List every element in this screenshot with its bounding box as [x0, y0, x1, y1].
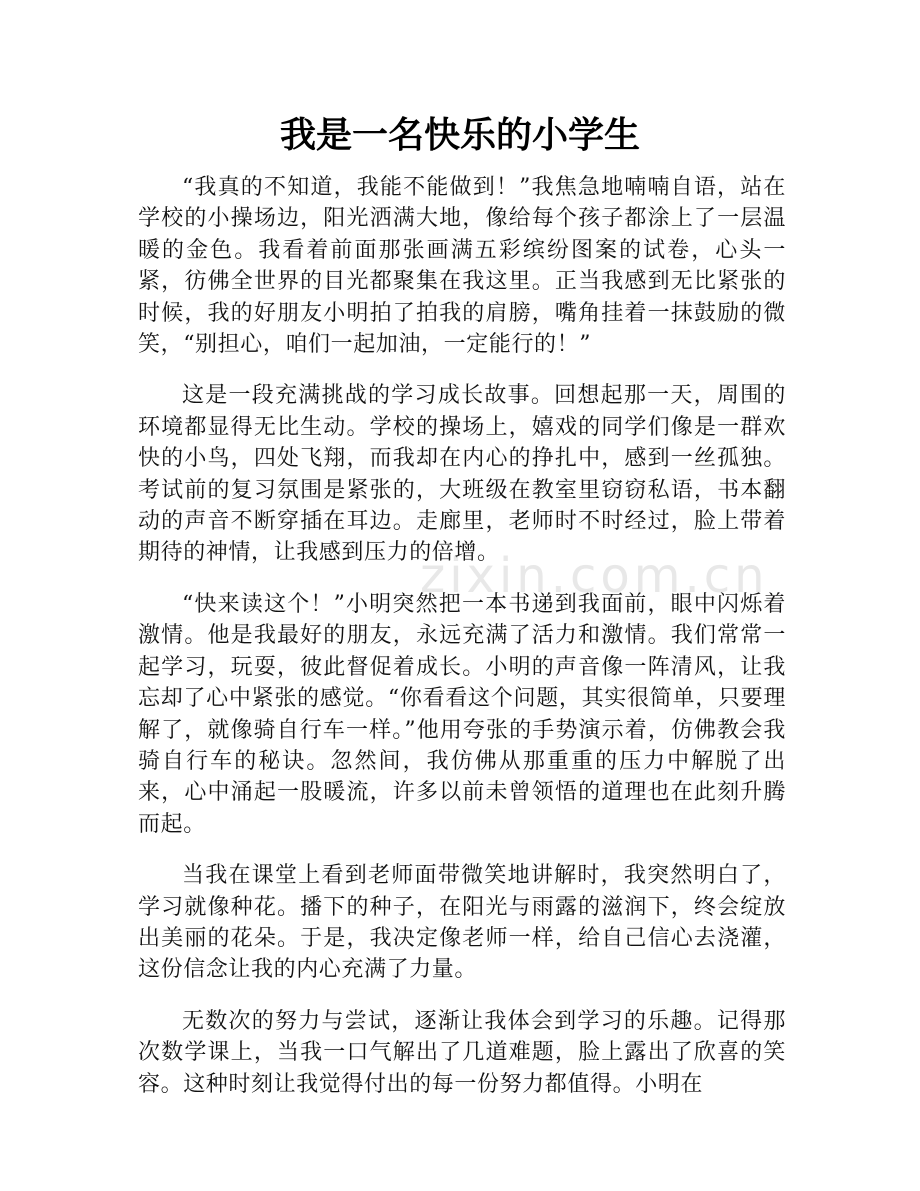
- watermark: zixin.com.cn: [420, 548, 769, 604]
- document-title: 我是一名快乐的小学生: [279, 115, 640, 156]
- document-body: [138, 172, 786, 1120]
- paragraph-3: “快来读这个！”小明突然把一本书递到我面前，眼中闪烁着激情。他是我最好的朋友，永远充满了活力和激情。我们常常一起学习，玩耍，彼此督促着成长。小明的声音像一阵清风，让我忘却了心中紧张的感觉。“你看看这个问题，其实很简单，只要理解了，就像骑自行车一样。”他用夸张的手势演示着，仿佛教会我骑自行车的秘诀。忽然间，我仿佛从那重重的压力中解脱了出来，心中涌起一股暖流，许多以前未曾领悟的道理也在此刻升腾而起。: [138, 591, 786, 837]
- paragraph-4: 当我在课堂上看到老师面带微笑地讲解时，我突然明白了，学习就像种花。播下的种子，在阳光与雨露的滋润下，终会绽放出美丽的花朵。于是，我决定像老师一样，给自己信心去浇灌，这份信念让我的内心充满了力量。: [138, 863, 786, 983]
- paragraph-5: 无数次的努力与尝试，逐渐让我体会到学习的乐趣。记得那次数学课上，当我一口气解出了几道难题，脸上露出了欣喜的笑容。这种时刻让我觉得付出的每一份努力都值得。小明在: [138, 1008, 786, 1097]
- paragraph-2: 这是一段充满挑战的学习成长故事。回想起那一天，周围的环境都显得无比生动。学校的操场上，嬉戏的同学们像是一群欢快的小鸟，四处飞翔，而我却在内心的挣扎中，感到一丝孤独。考试前的复习氛围是紧张的，大班级在教室里窃窃私语，书本翻动的声音不断穿插在耳边。走廊里，老师时不时经过，脸上带着期待的神情，让我感到压力的倍增。: [138, 383, 786, 566]
- paragraph-1: “我真的不知道，我能不能做到！”我焦急地喃喃自语，站在学校的小操场边，阳光洒满大地，像给每个孩子都涂上了一层温暖的金色。我看着前面那张画满五彩缤纷图案的试卷，心头一紧，彷佛全世界的目光都聚集在我这里。正当我感到无比紧张的时候，我的好朋友小明拍了拍我的肩膀，嘴角挂着一抹鼓励的微笑，“别担心，咱们一起加油，一定能行的！”: [138, 175, 786, 358]
